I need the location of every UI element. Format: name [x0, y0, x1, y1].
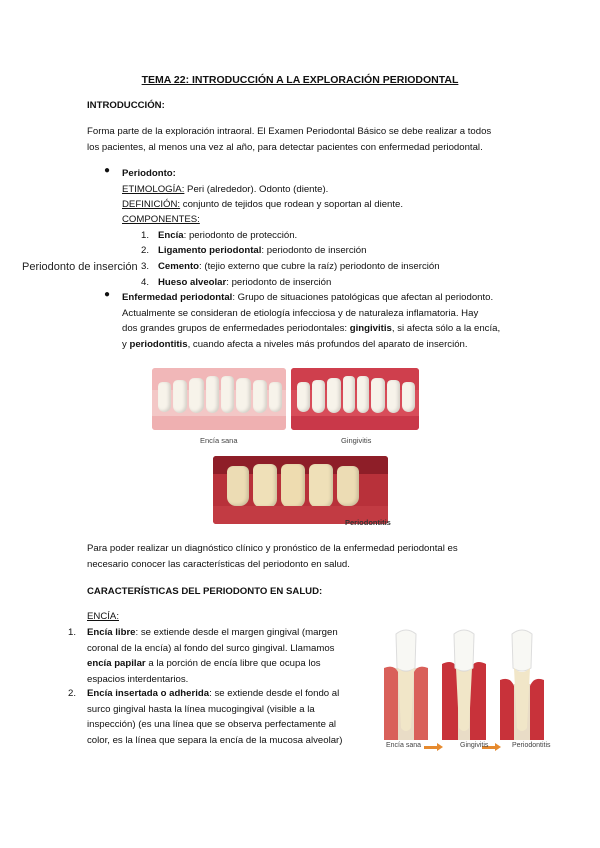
- intro-heading: INTRODUCCIÓN:: [87, 100, 165, 111]
- list-num: 1.: [68, 627, 77, 638]
- etimologia-line: [122, 182, 328, 198]
- page-title: TEMA 22: INTRODUCCIÓN A LA EXPLORACIÓN PERIODONTAL: [141, 74, 459, 86]
- componente-item: 1. Encía: periodonto de protección.: [141, 230, 298, 241]
- diagram-label-periodontitis: Periodontitis: [512, 742, 551, 749]
- intro-line-2: los pacientes, al menos una vez al año, para detectar pacientes con enfermedad periodontal.: [87, 142, 483, 153]
- caption-gingivitis: Gingivitis: [341, 436, 372, 445]
- gingivitis-photo: [291, 368, 419, 430]
- periodontal-progression-diagram: [380, 628, 550, 758]
- etimologia-text: Peri (alrededor). Odonto (diente).: [184, 184, 329, 195]
- etimologia-label: ETIMOLOGÍA:: [122, 184, 185, 195]
- definicion-line: [122, 197, 403, 213]
- arrow-right-icon: [424, 746, 438, 749]
- encia-libre-paragraph: Encía libre: se extiende desde el margen gingival (margen coronal de la encía) al fondo del surco gingival. Llamamos encía papilar a la porción de encía libre que ocupa los espacios interdentarios.: [87, 627, 338, 685]
- componente-item: 4. Hueso alveolar: periodonto de inserción: [141, 277, 332, 288]
- salud-heading: CARACTERÍSTICAS DEL PERIODONTO EN SALUD:: [87, 586, 323, 597]
- periodontitis-photo: [213, 456, 388, 524]
- tooth-diagram-illustration: [380, 628, 550, 758]
- list-num: 2.: [68, 688, 77, 699]
- componente-item: 2. Ligamento periodontal: periodonto de inserción: [141, 245, 367, 256]
- diagram-label-healthy: Encía sana: [386, 742, 422, 749]
- encia-insertada-paragraph: Encía insertada o adherida: se extiende desde el fondo al surco gingival hasta la línea mucogingival (visible a la inspección) (es una línea que se observa perfectamente al color, es la línea que separa la encía de la mucosa alveolar): [87, 688, 343, 746]
- intro-line-1: Forma parte de la exploración intraoral. El Examen Periodontal Básico se debe realizar a todos: [87, 126, 492, 137]
- bullet-icon: ●: [104, 165, 111, 176]
- healthy-gum-photo: [152, 368, 286, 430]
- definicion-text: conjunto de tejidos que rodean y soportan al diente.: [180, 199, 404, 210]
- componente-item: 3. Cemento: (tejio externo que cubre la raíz) periodonto de inserción: [141, 261, 440, 272]
- caption-periodontitis: Periodontitis: [345, 518, 391, 527]
- diagram-label-gingivitis: Gingivitis: [460, 742, 489, 749]
- definicion-label: DEFINICIÓN:: [122, 199, 181, 210]
- caption-healthy: Encía sana: [200, 436, 238, 445]
- enfermedad-paragraph: Enfermedad periodontal: Grupo de situaciones patológicas que afectan al periodonto. Actualmente se consideran de etiología infecciosa y de naturaleza inflamatoria. Hay dos grandes grupos de enfermedades periodontales: gingivitis, si afecta sólo a la encía, y periodontitis, cuando afecta a niveles más profundos del aparato de inserción.: [122, 292, 501, 350]
- side-note-periodonto-insercion: Periodonto de inserción: [22, 261, 138, 273]
- diagnostico-paragraph: Para poder realizar un diagnóstico clínico y pronóstico de la enfermedad periodontal es necesario conocer las características del periodonto en salud.: [87, 543, 458, 570]
- bullet-icon: ●: [104, 289, 111, 300]
- periodonto-heading: Periodonto:: [122, 168, 176, 179]
- componentes-label: COMPONENTES:: [122, 214, 200, 225]
- encia-label: ENCÍA:: [87, 611, 119, 622]
